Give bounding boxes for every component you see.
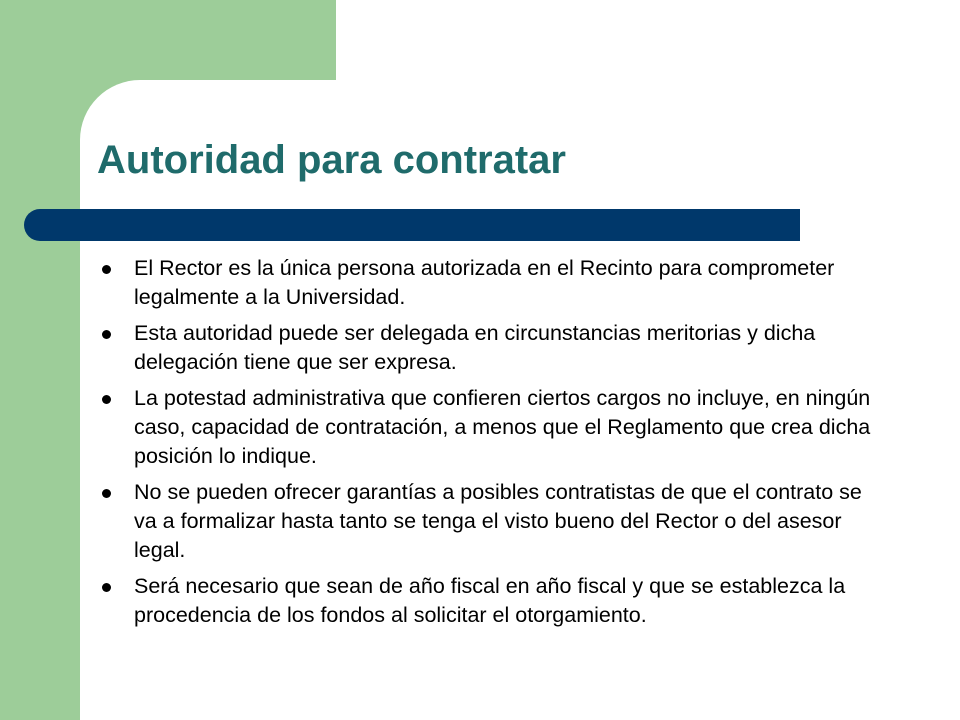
bullet-item: [102, 572, 882, 630]
bullet-text: Esta autoridad puede ser delegada en circunstancias meritorias y dicha delegación tiene que ser expresa.: [134, 321, 816, 374]
bullet-dot-icon: [102, 583, 111, 592]
bullet-dot-icon: [102, 395, 111, 404]
bullet-item: [102, 319, 882, 377]
bullet-item: [102, 478, 882, 565]
bullet-list: [102, 254, 882, 637]
bullet-dot-icon: [102, 330, 111, 339]
bullet-dot-icon: [102, 265, 111, 274]
bullet-dot-icon: [102, 489, 111, 498]
title-divider-bar: [24, 209, 800, 241]
bullet-text: El Rector es la única persona autorizada en el Recinto para comprometer legalmente a la Universidad.: [134, 256, 835, 309]
bullet-text: La potestad administrativa que confieren ciertos cargos no incluye, en ningún caso, capacidad de contratación, a menos que el Reglamento que crea dicha posición lo indique.: [134, 386, 871, 468]
bullet-text: No se pueden ofrecer garantías a posibles contratistas de que el contrato se va a formalizar hasta tanto se tenga el visto bueno del Rector o del asesor legal.: [134, 480, 862, 562]
bullet-text: Será necesario que sean de año fiscal en año fiscal y que se establezca la procedencia de los fondos al solicitar el otorgamiento.: [134, 574, 846, 627]
bullet-item: [102, 254, 882, 312]
bullet-item: [102, 384, 882, 471]
slide-title: Autoridad para contratar: [97, 138, 566, 182]
